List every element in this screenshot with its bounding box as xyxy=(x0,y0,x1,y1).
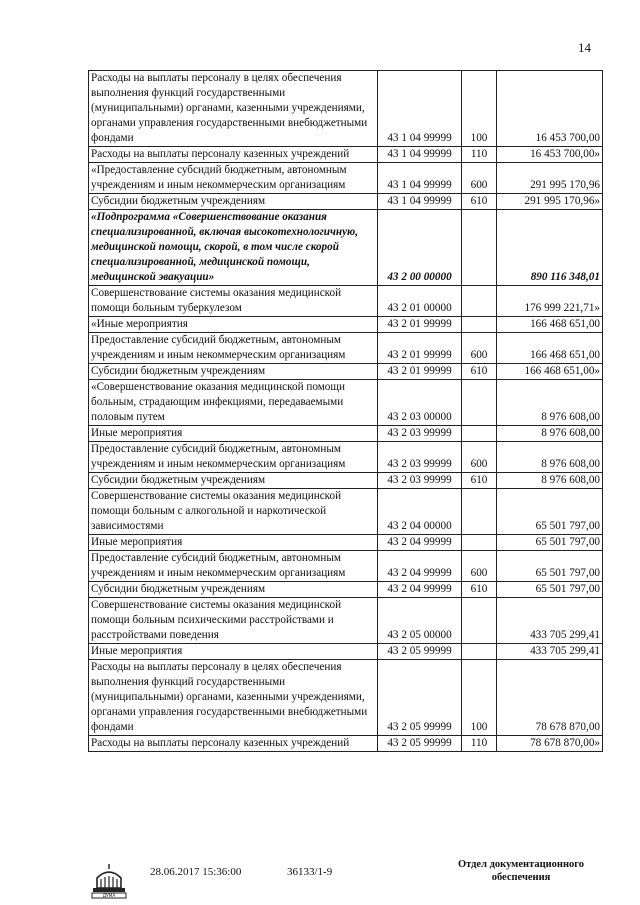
row-name-cell: Совершенствование системы оказания медицинской помощи больным с алкогольной и наркотической зависимостями xyxy=(89,489,378,535)
row-code-cell: 43 1 04 99999 xyxy=(378,194,462,210)
table-row xyxy=(89,210,603,286)
table-row xyxy=(89,317,603,333)
row-code-cell: 43 2 03 99999 xyxy=(378,442,462,473)
table-row xyxy=(89,736,603,752)
row-name-cell: Расходы на выплаты персоналу казенных учреждений xyxy=(89,147,378,163)
table-row xyxy=(89,194,603,210)
row-sum-cell: 166 468 651,00 xyxy=(497,317,603,333)
row-name-cell: «Подпрограмма «Совершенствование оказания специализированной, включая высокотехнологичную, медицинской помощи, скорой, в том числе скорой специализированной, медицинской помощи, медицинской эвакуации» xyxy=(89,210,378,286)
table-row xyxy=(89,582,603,598)
row-code-cell: 43 2 04 99999 xyxy=(378,582,462,598)
row-sum-cell: 433 705 299,41 xyxy=(497,598,603,644)
row-vr-cell: 110 xyxy=(462,736,497,752)
row-vr-cell xyxy=(462,426,497,442)
row-sum-cell: 8 976 608,00 xyxy=(497,442,603,473)
row-name-cell: Субсидии бюджетным учреждениям xyxy=(89,364,378,380)
row-vr-cell: 110 xyxy=(462,147,497,163)
row-vr-cell xyxy=(462,644,497,660)
row-sum-cell: 65 501 797,00 xyxy=(497,551,603,582)
logo-text: ДУМА xyxy=(102,894,116,900)
row-code-cell: 43 2 00 00000 xyxy=(378,210,462,286)
table-row xyxy=(89,163,603,194)
row-vr-cell: 600 xyxy=(462,333,497,364)
table-row xyxy=(89,147,603,163)
row-vr-cell xyxy=(462,535,497,551)
row-name-cell: Совершенствование системы оказания медицинской помощи больным туберкулезом xyxy=(89,286,378,317)
row-name-cell: Субсидии бюджетным учреждениям xyxy=(89,194,378,210)
department-stamp xyxy=(446,858,596,884)
budget-table xyxy=(88,70,603,752)
footer xyxy=(0,852,640,902)
row-vr-cell xyxy=(462,317,497,333)
row-code-cell: 43 2 03 99999 xyxy=(378,473,462,489)
row-vr-cell xyxy=(462,598,497,644)
table-row xyxy=(89,333,603,364)
page-number: 14 xyxy=(578,40,591,55)
row-code-cell: 43 2 03 99999 xyxy=(378,426,462,442)
table-row xyxy=(89,535,603,551)
row-code-cell: 43 2 01 00000 xyxy=(378,286,462,317)
budget-table-body xyxy=(89,71,603,752)
row-sum-cell: 890 116 348,01 xyxy=(497,210,603,286)
row-code-cell: 43 2 03 00000 xyxy=(378,380,462,426)
row-name-cell: Иные мероприятия xyxy=(89,535,378,551)
row-code-cell: 43 2 01 99999 xyxy=(378,333,462,364)
row-sum-cell: 433 705 299,41 xyxy=(497,644,603,660)
row-sum-cell: 65 501 797,00 xyxy=(497,489,603,535)
row-code-cell: 43 1 04 99999 xyxy=(378,147,462,163)
row-sum-cell: 8 976 608,00 xyxy=(497,473,603,489)
row-name-cell: Иные мероприятия xyxy=(89,644,378,660)
table-row xyxy=(89,71,603,147)
row-name-cell: «Совершенствование оказания медицинской помощи больным, страдающим инфекциями, передаваемыми половым путем xyxy=(89,380,378,426)
row-sum-cell: 176 999 221,71» xyxy=(497,286,603,317)
row-sum-cell: 65 501 797,00 xyxy=(497,535,603,551)
table-row xyxy=(89,551,603,582)
row-sum-cell: 291 995 170,96 xyxy=(497,163,603,194)
footer-date: 28.06.2017 15:36:00 xyxy=(150,866,242,878)
row-sum-cell: 8 976 608,00 xyxy=(497,426,603,442)
footer-doc-number: 36133/1-9 xyxy=(287,866,333,878)
row-vr-cell: 100 xyxy=(462,660,497,736)
row-sum-cell: 166 468 651,00» xyxy=(497,364,603,380)
row-sum-cell: 166 468 651,00 xyxy=(497,333,603,364)
row-name-cell: Предоставление субсидий бюджетным, автономным учреждениям и иным некоммерческим организациям xyxy=(89,551,378,582)
row-vr-cell: 600 xyxy=(462,163,497,194)
row-code-cell: 43 2 05 00000 xyxy=(378,598,462,644)
row-name-cell: Иные мероприятия xyxy=(89,426,378,442)
table-row xyxy=(89,380,603,426)
table-row xyxy=(89,473,603,489)
row-code-cell: 43 2 04 00000 xyxy=(378,489,462,535)
row-code-cell: 43 2 04 99999 xyxy=(378,535,462,551)
row-vr-cell xyxy=(462,210,497,286)
row-name-cell: Расходы на выплаты персоналу в целях обеспечения выполнения функций государственными (муниципальными) органами, казенными учреждениями, органами управления государственными внебюджетными фондами xyxy=(89,660,378,736)
row-sum-cell: 78 678 870,00» xyxy=(497,736,603,752)
row-name-cell: Расходы на выплаты персоналу казенных учреждений xyxy=(89,736,378,752)
row-name-cell: Совершенствование системы оказания медицинской помощи больным психическими расстройствами и расстройствами поведения xyxy=(89,598,378,644)
row-code-cell: 43 2 05 99999 xyxy=(378,736,462,752)
row-sum-cell: 16 453 700,00» xyxy=(497,147,603,163)
row-sum-cell: 8 976 608,00 xyxy=(497,380,603,426)
table-row xyxy=(89,364,603,380)
row-name-cell: Субсидии бюджетным учреждениям xyxy=(89,582,378,598)
row-code-cell: 43 2 05 99999 xyxy=(378,660,462,736)
row-name-cell: Предоставление субсидий бюджетным, автономным учреждениям и иным некоммерческим организациям xyxy=(89,333,378,364)
row-sum-cell: 65 501 797,00 xyxy=(497,582,603,598)
row-code-cell: 43 2 01 99999 xyxy=(378,317,462,333)
row-vr-cell: 600 xyxy=(462,551,497,582)
row-sum-cell: 78 678 870,00 xyxy=(497,660,603,736)
table-row xyxy=(89,644,603,660)
row-vr-cell: 610 xyxy=(462,582,497,598)
table-row xyxy=(89,660,603,736)
row-name-cell: «Предоставление субсидий бюджетным, автономным учреждениям и иным некоммерческим организациям xyxy=(89,163,378,194)
row-code-cell: 43 2 04 99999 xyxy=(378,551,462,582)
department-line-2: обеспечения xyxy=(491,872,551,883)
row-name-cell: «Иные мероприятия xyxy=(89,317,378,333)
row-name-cell: Расходы на выплаты персоналу в целях обеспечения выполнения функций государственными (муниципальными) органами, казенными учреждениями, органами управления государственными внебюджетными фондами xyxy=(89,71,378,147)
table-row xyxy=(89,426,603,442)
row-vr-cell: 600 xyxy=(462,442,497,473)
row-name-cell: Субсидии бюджетным учреждениям xyxy=(89,473,378,489)
department-line-1: Отдел документационного xyxy=(457,859,585,870)
row-vr-cell xyxy=(462,286,497,317)
row-vr-cell xyxy=(462,489,497,535)
table-row xyxy=(89,489,603,535)
table-row xyxy=(89,286,603,317)
row-code-cell: 43 1 04 99999 xyxy=(378,71,462,147)
row-sum-cell: 16 453 700,00 xyxy=(497,71,603,147)
row-vr-cell: 100 xyxy=(462,71,497,147)
row-sum-cell: 291 995 170,96» xyxy=(497,194,603,210)
row-code-cell: 43 2 01 99999 xyxy=(378,364,462,380)
duma-logo-icon xyxy=(90,860,128,900)
row-code-cell: 43 2 05 99999 xyxy=(378,644,462,660)
row-vr-cell xyxy=(462,380,497,426)
table-row xyxy=(89,442,603,473)
row-vr-cell: 610 xyxy=(462,364,497,380)
row-vr-cell: 610 xyxy=(462,194,497,210)
row-name-cell: Предоставление субсидий бюджетным, автономным учреждениям и иным некоммерческим организациям xyxy=(89,442,378,473)
row-code-cell: 43 1 04 99999 xyxy=(378,163,462,194)
table-row xyxy=(89,598,603,644)
row-vr-cell: 610 xyxy=(462,473,497,489)
